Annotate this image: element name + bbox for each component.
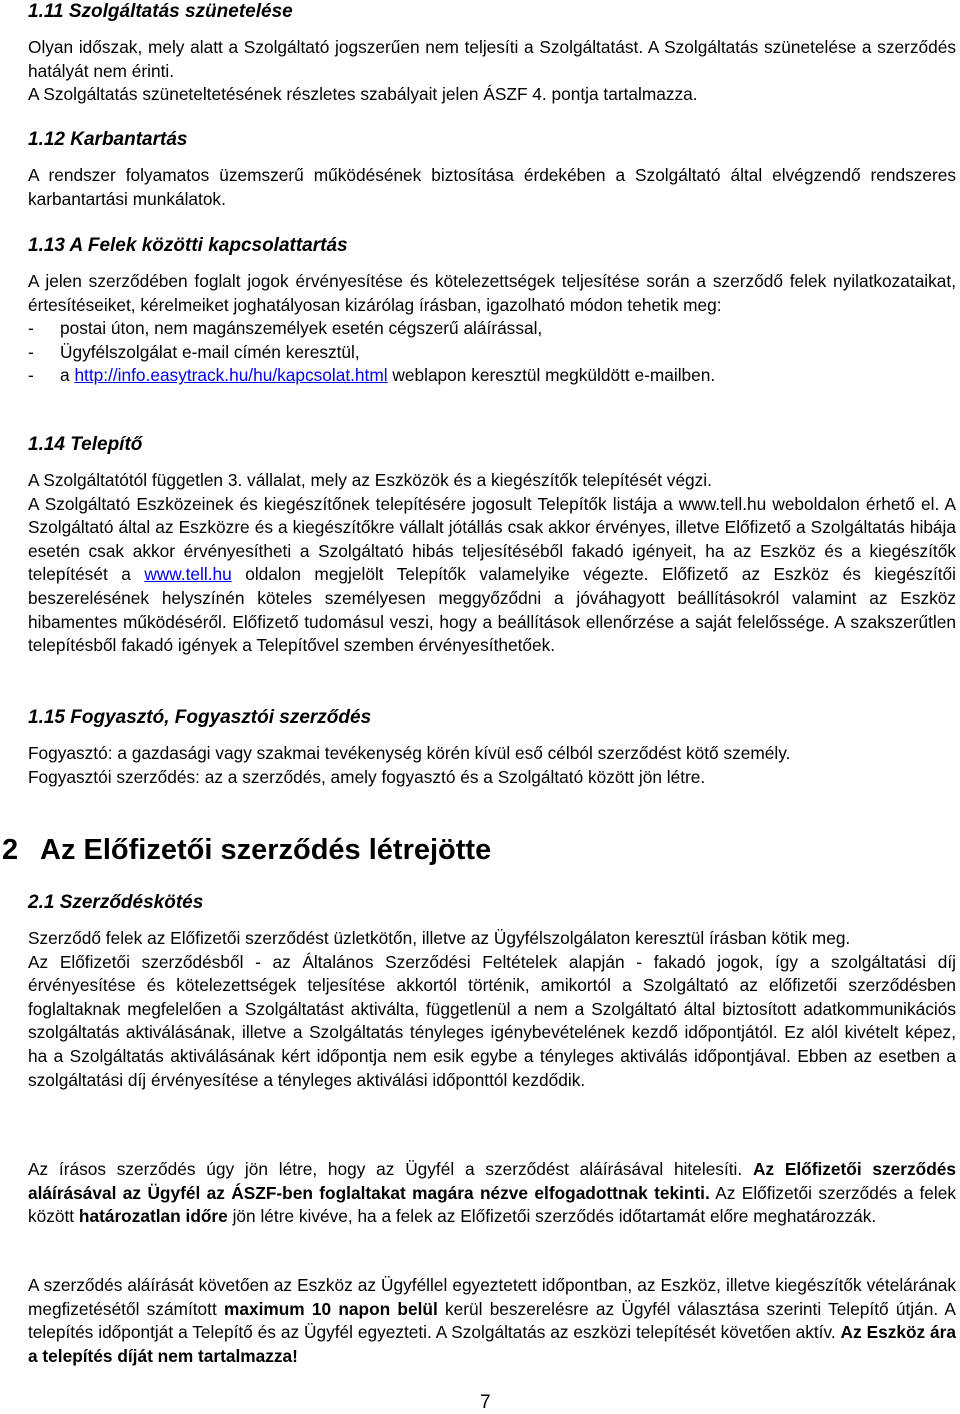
section-2-1-body: [28, 927, 956, 1092]
tell-link[interactable]: www.tell.hu: [144, 564, 232, 585]
heading-1-15: 1.15 Fogyasztó, Fogyasztói szerződés: [28, 707, 372, 728]
heading-1-11: 1.11 Szolgáltatás szünetelése: [28, 1, 293, 22]
text: A szerződés aláírását követően az Eszköz az Ügyféllel egyeztetett időpontban, az Eszköz, illetve kiegészítők vételárának megfizetésétől számított: [28, 1275, 956, 1319]
heading-1-13: 1.13 A Felek közötti kapcsolattartás: [28, 235, 348, 256]
text: Az írásos szerződés úgy jön létre, hogy az Ügyfél a szerződést aláírásával hitelesíti.: [28, 1159, 743, 1179]
heading-number: 2: [2, 834, 19, 866]
list-item-text: Ügyfélszolgálat e-mail címén keresztül,: [60, 341, 360, 362]
paragraph: Fogyasztó: a gazdasági vagy szakmai tevékenység körén kívül eső célból szerződést kötő személy.: [28, 743, 791, 763]
text: oldalon megjelölt Telepítők valamelyike végezte. Előfizető az Eszköz és kiegészítői beszerelésének helyszínén köteles személyesen meggyőződni a jóváhagyott beállításokról valamint az Eszköz hibamentes működéséről. Előfizető tudomásul veszi, hogy a beállítások ellenőrzése a saját felelőssége. A szakszerűtlen telepítésből fakadó igények a Telepítővel szemben érvényesíthetőek.: [28, 564, 956, 656]
paragraph: Olyan időszak, mely alatt a Szolgáltató jogszerűen nem teljesíti a Szolgáltatást. A Szolgáltatás szünetelése a szerződés hatályát nem érinti.: [28, 37, 956, 81]
paragraph: A Szolgáltatótól független 3. vállalat, mely az Eszközök és a kiegészítők telepítését végzi.: [28, 470, 712, 490]
list-item-text: weblapon keresztül megküldött e-mailben.: [392, 365, 716, 386]
text: kerül beszerelésre az Ügyfél választása szerinti Telepítő útján. A telepítés időpontját a Telepítő és az Ügyfél egyezteti. A Szolgáltatás az eszközi telepítését követően aktív.: [28, 1298, 956, 1343]
list-item: [28, 317, 956, 341]
kapcsolat-link[interactable]: http://info.easytrack.hu/hu/kapcsolat.html: [74, 365, 388, 386]
section-1-15-body: [28, 742, 956, 789]
dash: -: [28, 365, 34, 386]
bold-text: Az Eszköz ára a telepítés díját nem tartalmazza!: [28, 1322, 956, 1366]
paragraph: [28, 1158, 956, 1229]
section-2-1-p4: [28, 1274, 956, 1368]
paragraph: Az Előfizetői szerződésből - az Általános Szerződési Feltételek alapján - fakadó jogok, így a szolgáltatási díj érvényesítése és kötelezettségek teljesítése akkortól történik, amikortól a Szolgáltató az előfizetői szerződésben foglaltaknak megfelelően a Szolgáltatást aktiválta, függetlenül a nem a Szolgáltató által biztosított adatkommunikációs szolgáltatás aktiválásának, illetve a Szolgáltatás tényleges igénybevételének kezdő időpontjától. Ez alól kivételt képez, ha a Szolgáltatás aktiválásának kért időpontja nem esik egybe a tényleges aktiválás időpontjával. Ebben az esetben a szolgáltatási díj érvényesítése a tényleges aktiválási időponttól kezdődik.: [28, 951, 956, 1090]
bold-text: határozatlan időre: [78, 1206, 228, 1227]
page-number: 7: [480, 1392, 491, 1413]
text: jön létre kivéve, ha a felek az Előfizetői szerződés időtartamát előre meghatározzák.: [232, 1206, 877, 1227]
paragraph: A Szolgáltatás szüneteltetésének részletes szabályait jelen ÁSZF 4. pontja tartalmazza.: [28, 84, 698, 105]
heading-2-1: 2.1 Szerződéskötés: [28, 892, 204, 913]
paragraph: Fogyasztói szerződés: az a szerződés, amely fogyasztó és a Szolgáltató között jön létre.: [28, 766, 706, 787]
section-1-11-body: [28, 36, 956, 107]
dash: -: [28, 341, 34, 362]
heading-1-14: 1.14 Telepítő: [28, 434, 143, 455]
section-1-12-body: [28, 164, 956, 211]
paragraph: Szerződő felek az Előfizetői szerződést üzletkötőn, illetve az Ügyfélszolgálaton keresztül írásban kötik meg.: [28, 928, 851, 948]
paragraph: [28, 1274, 956, 1368]
section-2-1-p3: [28, 1158, 956, 1229]
text: A Szolgáltató Eszközeinek és kiegészítőnek telepítésére jogosult Telepítők listája a www.tell.hu weboldalon érhető el. A Szolgáltató által az Eszközre és a kiegészítőkre vállalt jótállás csak akkor érvényes, illetve Előfizető a Szolgáltatás hibája esetén csak akkor érvényesítheti a Szolgáltató hibás teljesítéséből fakadó igényeit, ha az Eszköz és a kiegészítők telepítését a: [28, 493, 956, 585]
list-item-text: postai úton, nem magánszemélyek esetén cégszerű aláírással,: [60, 318, 543, 339]
text: Az Előfizetői szerződés a felek között: [28, 1182, 956, 1227]
paragraph: A rendszer folyamatos üzemszerű működésének biztosítása érdekében a Szolgáltató által elvégzendő rendszeres karbantartási munkálatok.: [28, 165, 956, 209]
heading-text: Az Előfizetői szerződés létrejötte: [40, 834, 492, 866]
heading-2: [2, 833, 956, 867]
dash: -: [28, 318, 34, 339]
paragraph: A jelen szerződében foglalt jogok érvényesítése és kötelezettségek teljesítése során a szerződő felek nyilatkozataikat, értesítéseiket, kérelmeiket joghatályosan kizárólag írásban, igazolható módon tehetik meg:: [28, 271, 956, 315]
list-item-text: a: [60, 365, 70, 386]
list-item: [28, 364, 956, 388]
paragraph: [28, 493, 956, 658]
heading-1-12: 1.12 Karbantartás: [28, 129, 188, 150]
section-1-14-body: [28, 469, 956, 658]
bold-text: Az Előfizetői szerződés aláírásával az Ügyfél az ÁSZF-ben foglaltakat magára nézve elfogadottnak tekinti.: [28, 1159, 956, 1203]
section-1-13-body: [28, 270, 956, 388]
list-item: [28, 341, 956, 365]
bold-text: maximum 10 napon belül: [224, 1298, 438, 1319]
